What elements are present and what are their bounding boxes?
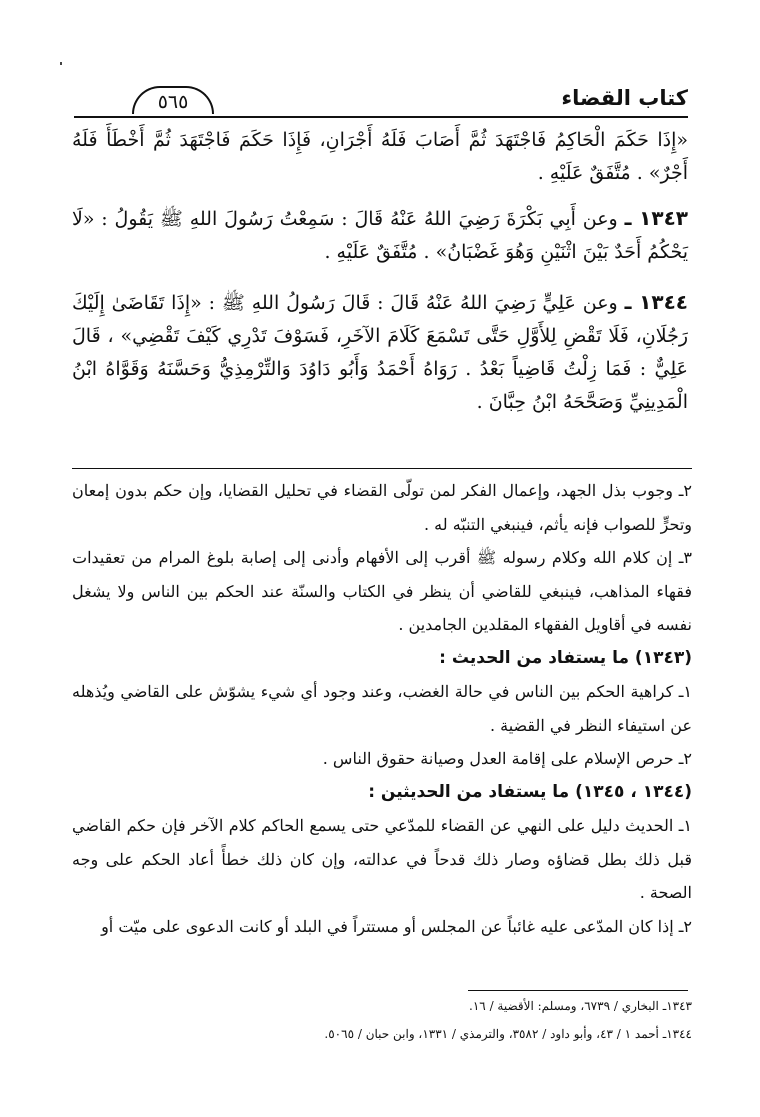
footnote-rule — [468, 990, 688, 991]
header-rule — [74, 116, 688, 118]
note-item: ٢ـ حرص الإسلام على إقامة العدل وصيانة حقوق الناس . — [322, 749, 692, 768]
page-number: ٥٦٥ — [132, 86, 214, 114]
running-title: كتاب القضاء — [561, 86, 688, 110]
section-heading-1343: (١٣٤٣) ما يستفاد من الحديث : — [439, 647, 692, 668]
commentary — [72, 474, 692, 943]
hadith-1344 — [72, 286, 688, 419]
note-item: ١ـ الحديث دليل على النهي عن القضاء للمدّعي حتى يسمع الحاكم كلام الآخر فإن حكم القاضي قبل ذلك بطل قضاؤه وصار ذلك قدحاً في عدالته، وإن كان ذلك خطأً أعاد الحكم على وجه الصحة . — [72, 816, 692, 902]
note-item: ٢ـ إذا كان المدّعى عليه غائباً عن المجلس أو مستتراً في البلد أو كانت الدعوى على ميّت أو — [101, 916, 692, 936]
note-item: ٢ـ وجوب بذل الجهد، وإعمال الفكر لمن تولّى القضاء في تحليل القضايا، وإن حكم بدون إمعان وتحرٍّ للصواب فإنه يأثم، فينبغي التنبّه له . — [72, 481, 692, 534]
text-notes-divider — [72, 468, 692, 469]
footnotes — [72, 992, 692, 1048]
page-header — [74, 84, 688, 118]
hadith-text: «إِذَا حَكَمَ الْحَاكِمُ فَاجْتَهَدَ ثُمَّ أَصَابَ فَلَهُ أَجْرَانِ، فَإِذَا حَكَمَ فَاجْتَهَدَ ثُمَّ أَخْطَأَ فَلَهُ أَجْرٌ» . مُتَّفَقٌ عَلَيْهِ . — [72, 129, 688, 184]
note-item: ١ـ كراهية الحكم بين الناس في حالة الغضب، وعند وجود أي شيء يشوّش على القاضي ويُذهله عن استيفاء النظر في القضية . — [72, 682, 692, 735]
hadith-1343 — [72, 202, 688, 269]
section-heading-1344-1345: (١٣٤٤ ، ١٣٤٥) ما يستفاد من الحديثين : — [368, 781, 692, 802]
hadith-number: ١٣٤٤ ـ — [624, 290, 688, 314]
footnote: ١٣٤٤ـ أحمد ١ / ٤٣، وأبو داود / ٣٥٨٢، والترمذي / ١٣٣١، وابن حبان / ٥٠٦٥. — [324, 1027, 692, 1041]
hadith-number: ١٣٤٣ ـ — [624, 206, 688, 230]
hadith-text: وعن أَبِي بَكْرَةَ رَضِيَ اللهُ عَنْهُ قَالَ : سَمِعْتُ رَسُولَ اللهِ ﷺ يَقُولُ : «لَا يَحْكُمُ أَحَدٌ بَيْنَ اثْنَيْنِ وَهُوَ غَضْبَانُ» . مُتَّفَقٌ عَلَيْهِ . — [72, 208, 688, 263]
hadith-text: وعن عَلِيٍّ رَضِيَ اللهُ عَنْهُ قَالَ : قَالَ رَسُولُ اللهِ ﷺ : «إِذَا تَقَاضَىٰ إِلَيْكَ رَجُلَانِ، فَلَا تَقْضِ لِلأَوَّلِ حَتَّى تَسْمَعَ كَلَامَ الآخَرِ، فَسَوْفَ تَدْرِي كَيْفَ تَقْضِي» ، قَالَ عَلِيٌّ : فَمَا زِلْتُ قَاضِياً بَعْدُ . رَوَاهُ أَحْمَدُ وَأَبُو دَاوُدَ وَالتِّرْمِذِيُّ وَحَسَّنَهُ وَقَوَّاهُ ابْنُ الْمَدِينِيِّ وَصَحَّحَهُ ابْنُ حِبَّانَ . — [72, 292, 688, 413]
hadith-continuation — [72, 124, 688, 190]
footnote: ١٣٤٣ـ البخاري / ٦٧٣٩، ومسلم: الأقضية / ١٦. — [469, 999, 692, 1013]
note-item: ٣ـ إن كلام الله وكلام رسوله ﷺ أقرب إلى الأفهام وأدنى إلى إصابة بلوغ المرام من تعقيدات فقهاء المذاهب، فينبغي للقاضي أن ينظر في الكتاب والسنّة عند الحكم بين الناس ولا يشغل نفسه في أقاويل الفقهاء المقلدين الجامدين . — [72, 548, 692, 634]
margin-mark — [60, 62, 62, 65]
